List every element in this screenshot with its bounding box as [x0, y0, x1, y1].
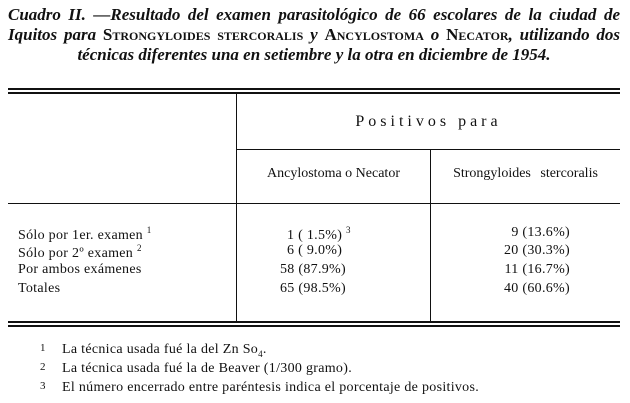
caption-species-necator: Necator: [446, 25, 509, 44]
row-label: [18, 225, 152, 244]
footnote-text: La técnica usada fué la de Beaver (1/300 gramo).: [62, 361, 352, 376]
table-cell: 58 (87.9%): [280, 262, 346, 277]
footnote-2: [40, 361, 352, 377]
group-header-positivos: Positivos para: [355, 113, 502, 130]
caption-prefix: Cuadro II. —Resultado del examen parasitológico de 66 escolares de la ciudad de Iquitos para: [8, 5, 620, 44]
caption-conj-o: o: [423, 25, 447, 44]
footnote-text-end: .: [262, 342, 267, 357]
row-label: Por ambos exámenes: [18, 262, 142, 277]
footnote-number: 1: [40, 342, 46, 354]
row-label-text: Sólo por 1er. examen: [18, 228, 143, 243]
top-rule-1: [8, 88, 620, 90]
table-cell: 9 (13.6%): [511, 225, 570, 240]
table-cell: 65 (98.5%): [280, 281, 346, 296]
footnote-subscript: 4: [258, 348, 263, 359]
bottom-rule-1: [8, 321, 620, 323]
table-cell: 20 (30.3%): [504, 243, 570, 258]
caption-suffix: , utilizando dos técnicas diferentes una en setiembre y la otra en diciembre de 1954.: [77, 25, 621, 64]
footnote-text: El número encerrado entre paréntesis indica el porcentaje de positivos.: [62, 380, 480, 395]
row-label-text: Sólo por 2º examen: [18, 246, 134, 261]
column-header-strongyloides: Strongyloides stercoralis: [453, 166, 598, 181]
footnote-number: 2: [40, 361, 46, 373]
table-cell: 6 ( 9.0%): [287, 243, 343, 258]
cell-text: 1 ( 1.5%): [287, 228, 343, 243]
bottom-rule-2: [8, 325, 620, 327]
footnote-ref: 2: [136, 243, 142, 253]
row-label: [18, 243, 142, 262]
table-cell: 40 (60.6%): [504, 281, 570, 296]
header-bottom-rule: [8, 203, 620, 204]
table-caption: [8, 5, 620, 65]
caption-species-strongyloides: Strongyloides stercoralis: [102, 25, 304, 44]
table-cell: 11 (16.7%): [504, 262, 570, 277]
row-label: Totales: [18, 281, 61, 296]
top-rule-2: [8, 92, 620, 94]
footnote-ref: 1: [146, 225, 152, 235]
group-header-rule: [237, 149, 620, 150]
column-header-ancylostoma: Ancylostoma o Necator: [267, 166, 400, 181]
footnote-1: [40, 342, 267, 359]
footnote-number: 3: [40, 380, 46, 392]
caption-species-ancylostoma: Ancylostoma: [324, 25, 424, 44]
footnote-ref: 3: [346, 225, 351, 235]
table-cell: [287, 225, 351, 244]
footnote-3: [40, 380, 479, 396]
caption-conj-y: y: [303, 25, 325, 44]
footnote-text: La técnica usada fué la del Zn So: [62, 342, 259, 357]
